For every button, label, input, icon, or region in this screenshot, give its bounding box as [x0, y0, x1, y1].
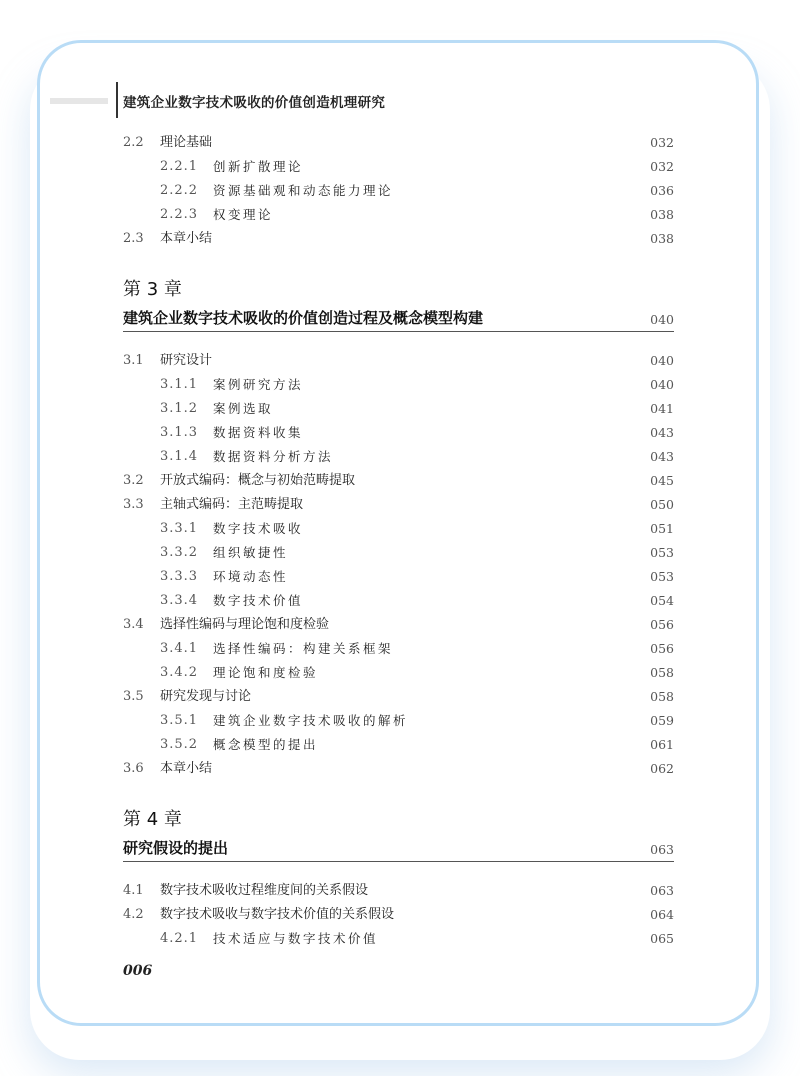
entry-number: 2.2: [123, 135, 144, 150]
chapter-title[interactable]: 建筑企业数字技术吸收的价值创造过程及概念模型构建: [123, 309, 484, 327]
entry-page-number: 059: [650, 713, 674, 728]
entry-page-number: 058: [650, 689, 674, 704]
running-header-title: 建筑企业数字技术吸收的价值创造机理研究: [123, 95, 386, 111]
entry-title[interactable]: 本章小结: [160, 231, 213, 246]
entry-page-number: 054: [650, 593, 674, 608]
entry-page-number: 036: [650, 183, 674, 198]
entry-page-number: 043: [650, 425, 674, 440]
entry-page-number: 051: [650, 521, 674, 536]
chapter-page-number: 040: [650, 312, 674, 327]
entry-page-number: 041: [650, 401, 674, 416]
entry-page-number: 045: [650, 473, 674, 488]
toc-section[interactable]: [123, 613, 674, 637]
chapter-page-number: 063: [650, 842, 674, 857]
entry-number: 3.1.1: [160, 377, 199, 392]
chapter-title-row[interactable]: [123, 306, 674, 332]
entry-title[interactable]: 案例选取: [213, 401, 274, 416]
toc-section[interactable]: [123, 685, 674, 709]
entry-title[interactable]: 研究发现与讨论: [160, 689, 252, 704]
entry-number: 3.3.4: [160, 593, 199, 608]
entry-title[interactable]: 环境动态性: [213, 569, 289, 584]
toc-subsection[interactable]: [123, 397, 674, 421]
entry-number: 3.3.2: [160, 545, 199, 560]
entry-title[interactable]: 理论饱和度检验: [213, 665, 319, 680]
entry-page-number: 056: [650, 617, 674, 632]
toc-section[interactable]: [123, 349, 674, 373]
entry-title[interactable]: 数据资料分析方法: [213, 449, 334, 464]
entry-number: 3.5: [123, 689, 144, 704]
toc-subsection[interactable]: [123, 733, 674, 757]
toc-subsection[interactable]: [123, 155, 674, 179]
entry-title[interactable]: 开放式编码：概念与初始范畴提取: [160, 473, 356, 488]
page-number: 006: [123, 963, 153, 979]
toc-section[interactable]: [123, 227, 674, 251]
entry-number: 3.4.1: [160, 641, 199, 656]
entry-page-number: 040: [650, 377, 674, 392]
toc-subsection[interactable]: [123, 373, 674, 397]
entry-page-number: 038: [650, 231, 674, 246]
entry-number: 3.1.4: [160, 449, 199, 464]
toc-subsection[interactable]: [123, 517, 674, 541]
entry-number: 4.1: [123, 883, 144, 898]
toc-subsection[interactable]: [123, 445, 674, 469]
entry-page-number: 065: [650, 931, 674, 946]
toc-section[interactable]: [123, 469, 674, 493]
entry-page-number: 040: [650, 353, 674, 368]
entry-title[interactable]: 研究设计: [160, 353, 213, 368]
chapter-heading: [123, 781, 674, 862]
entry-title[interactable]: 建筑企业数字技术吸收的解析: [213, 713, 409, 728]
toc-subsection[interactable]: [123, 927, 674, 951]
entry-number: 2.3: [123, 231, 144, 246]
header-divider: [116, 82, 118, 118]
toc-subsection[interactable]: [123, 709, 674, 733]
entry-title[interactable]: 理论基础: [160, 135, 213, 150]
entry-page-number: 053: [650, 569, 674, 584]
entry-title[interactable]: 数字技术吸收与数字技术价值的关系假设: [160, 907, 395, 922]
table-of-contents: [123, 131, 674, 951]
entry-title[interactable]: 本章小结: [160, 761, 213, 776]
entry-title[interactable]: 主轴式编码：主范畴提取: [160, 497, 304, 512]
entry-number: 3.3: [123, 497, 144, 512]
entry-number: 3.2: [123, 473, 144, 488]
entry-number: 2.2.2: [160, 183, 199, 198]
entry-number: 3.5.2: [160, 737, 199, 752]
entry-number: 3.1: [123, 353, 144, 368]
toc-subsection[interactable]: [123, 661, 674, 685]
entry-page-number: 061: [650, 737, 674, 752]
toc-subsection[interactable]: [123, 589, 674, 613]
toc-subsection[interactable]: [123, 203, 674, 227]
entry-page-number: 058: [650, 665, 674, 680]
entry-page-number: 064: [650, 907, 674, 922]
entry-title[interactable]: 案例研究方法: [213, 377, 304, 392]
chapter-heading: [123, 251, 674, 332]
toc-subsection[interactable]: [123, 421, 674, 445]
entry-page-number: 043: [650, 449, 674, 464]
entry-number: 4.2.1: [160, 931, 199, 946]
toc-section[interactable]: [123, 757, 674, 781]
entry-number: 3.4: [123, 617, 144, 632]
entry-number: 3.3.1: [160, 521, 199, 536]
entry-page-number: 053: [650, 545, 674, 560]
chapter-label: 第 4 章: [123, 809, 182, 830]
entry-number: 3.1.2: [160, 401, 199, 416]
entry-page-number: 050: [650, 497, 674, 512]
toc-subsection[interactable]: [123, 637, 674, 661]
entry-title[interactable]: 数字技术吸收: [213, 521, 304, 536]
entry-number: 2.2.3: [160, 207, 199, 222]
toc-section[interactable]: [123, 903, 674, 927]
chapter-title[interactable]: 研究假设的提出: [123, 839, 229, 857]
entry-page-number: 056: [650, 641, 674, 656]
entry-title[interactable]: 数字技术吸收过程维度间的关系假设: [160, 883, 369, 898]
entry-title[interactable]: 选择性编码与理论饱和度检验: [160, 617, 330, 632]
entry-page-number: 032: [650, 135, 674, 150]
header-decoration-bar: [50, 98, 108, 104]
entry-page-number: 038: [650, 207, 674, 222]
entry-number: 3.3.3: [160, 569, 199, 584]
entry-number: 3.1.3: [160, 425, 199, 440]
entry-page-number: 063: [650, 883, 674, 898]
entry-title[interactable]: 概念模型的提出: [213, 737, 319, 752]
chapter-label: 第 3 章: [123, 279, 182, 300]
entry-page-number: 032: [650, 159, 674, 174]
entry-number: 3.4.2: [160, 665, 199, 680]
entry-title[interactable]: 资源基础观和动态能力理论: [213, 183, 394, 198]
entry-number: 4.2: [123, 907, 144, 922]
toc-subsection[interactable]: [123, 541, 674, 565]
entry-page-number: 062: [650, 761, 674, 776]
entry-title[interactable]: 选择性编码：构建关系框架: [213, 641, 394, 656]
toc-section[interactable]: [123, 493, 674, 517]
entry-title[interactable]: 权变理论: [213, 207, 274, 222]
toc-section[interactable]: [123, 879, 674, 903]
entry-number: 3.5.1: [160, 713, 199, 728]
entry-title[interactable]: 创新扩散理论: [213, 159, 304, 174]
entry-title[interactable]: 组织敏捷性: [213, 545, 289, 560]
entry-number: 3.6: [123, 761, 144, 776]
entry-number: 2.2.1: [160, 159, 199, 174]
toc-section[interactable]: [123, 131, 674, 155]
entry-title[interactable]: 技术适应与数字技术价值: [213, 931, 379, 946]
entry-title[interactable]: 数字技术价值: [213, 593, 304, 608]
entry-title[interactable]: 数据资料收集: [213, 425, 304, 440]
toc-subsection[interactable]: [123, 179, 674, 203]
chapter-title-row[interactable]: [123, 836, 674, 862]
toc-subsection[interactable]: [123, 565, 674, 589]
